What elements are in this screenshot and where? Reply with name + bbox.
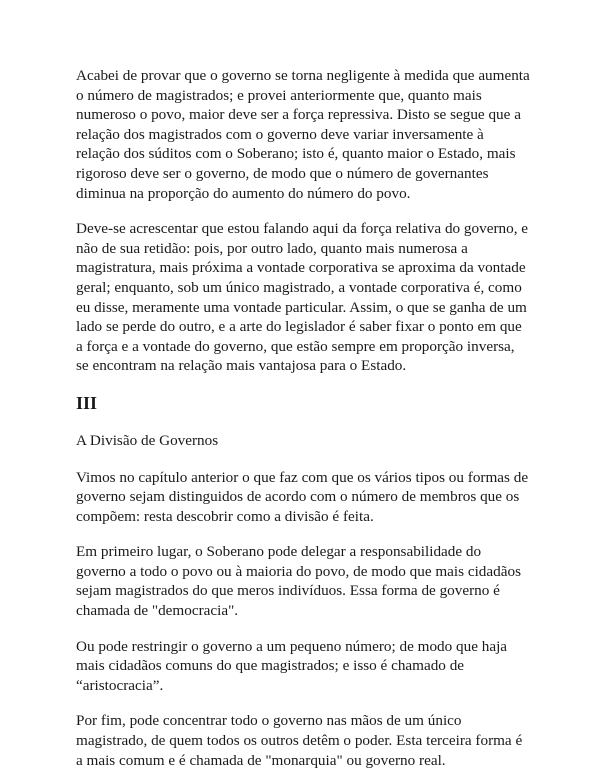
chapter-title: A Divisão de Governos: [76, 431, 219, 449]
document-page: [76, 66, 531, 770]
chapter-number-heading: III: [76, 392, 98, 413]
paragraph: Vimos no capítulo anterior o que faz com que os vários tipos ou formas de governo sejam distinguidos de acordo com o número de membros que os compõem: resta descobrir como a divisão é feita.: [76, 468, 529, 525]
paragraph: Por fim, pode concentrar todo o governo nas mãos de um único magistrado, de quem todos os outros detêm o poder. Esta terceira forma é a mais comum e é chamada de "monarquia" ou governo real.: [76, 712, 523, 769]
paragraph: Deve-se acrescentar que estou falando aqui da força relativa do governo, e não de sua retidão: pois, por outro lado, quanto mais numerosa a magistratura, mais próxima a vontade corporativa se aproxima da vontade geral; enquanto, sob um único magistrado, a vontade corporativa é, como eu disse, meramente uma vontade particular. Assim, o que se ganha de um lado se perde do outro, e a arte do legislador é saber fixar o ponto em que a força e a vontade do governo, que estão sempre em proporção inversa, se encontram na relação mais vantajosa para o Estado.: [76, 220, 529, 375]
paragraph: Em primeiro lugar, o Soberano pode delegar a responsabilidade do governo a todo o povo ou à maioria do povo, de modo que mais cidadãos sejam magistrados do que meros indivíduos. Essa forma de governo é chamada de "democracia".: [76, 543, 521, 620]
paragraph: Ou pode restringir o governo a um pequeno número; de modo que haja mais cidadãos comuns do que magistrados; e isso é chamado de “aristocracia”.: [76, 637, 508, 694]
paragraph: Acabei de provar que o governo se torna negligente à medida que aumenta o número de magistrados; e provei anteriormente que, quanto mais numeroso o povo, maior deve ser a força repressiva. Disto se segue que a relação dos magistrados com o governo deve variar inversamente à relação dos súditos com o Soberano; isto é, quanto maior o Estado, mais rigoroso deve ser o governo, de modo que o número de governantes diminua na proporção do aumento do número do povo.: [76, 67, 530, 202]
